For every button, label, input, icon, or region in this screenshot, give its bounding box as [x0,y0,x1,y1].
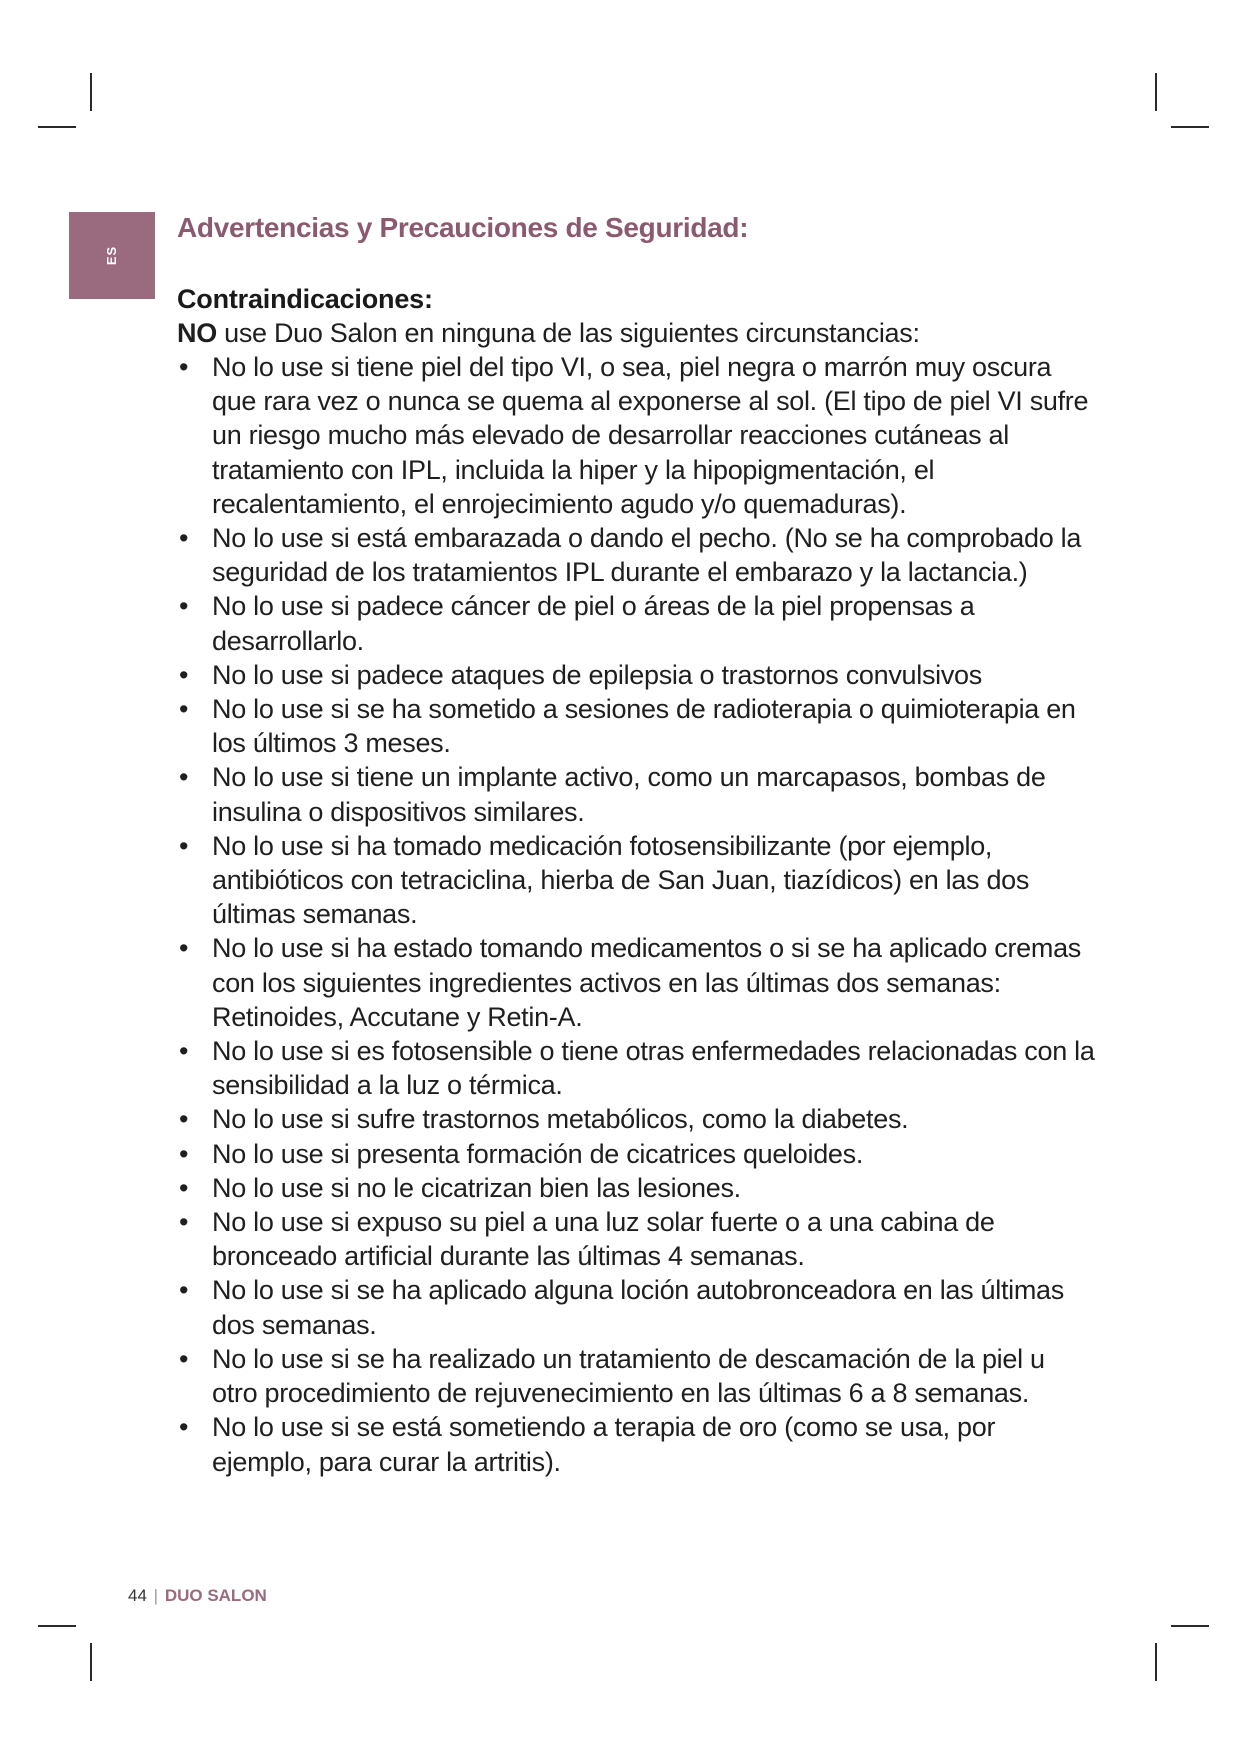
crop-mark-top-left-vertical [90,73,92,111]
list-item [177,658,1097,692]
list-item-text: No lo use si se ha realizado un tratamiento de descamación de la piel u otro procedimiento de rejuvenecimiento en las últimas 6 a 8 semanas. [212,1343,1045,1409]
list-item-text: No lo use si padece ataques de epilepsia o trastornos convulsivos [212,659,982,690]
crop-mark-top-left-horizontal [38,126,76,128]
crop-mark-bottom-right-vertical [1155,1643,1157,1681]
intro-text: use Duo Salon en ninguna de las siguientes circunstancias: [216,318,920,348]
list-item-text: No lo use si es fotosensible o tiene otras enfermedades relacionadas con la sensibilidad a la luz o térmica. [212,1036,1095,1101]
list-item-text: No lo use si sufre trastornos metabólicos, como la diabetes. [212,1104,909,1135]
page-content [177,208,1097,1479]
intro-paragraph [177,316,1097,350]
footer-separator: | [153,1586,159,1605]
language-tab-label: ES [104,245,120,266]
bullet-icon: • [179,933,189,964]
list-item-text: No lo use si presenta formación de cicatrices queloides. [212,1138,864,1169]
list-item-text: No lo use si tiene un implante activo, como un marcapasos, bombas de insulina o dispositivos similares. [212,762,1046,827]
bullet-icon: • [179,1343,189,1374]
crop-mark-top-right-vertical [1155,73,1157,111]
list-item-text: No lo use si ha tomado medicación fotosensibilizante (por ejemplo, antibióticos con tetraciclina, hierba de San Juan, tiazídicos) en las dos últimas semanas. [212,830,1030,930]
list-item-text: No lo use si se está sometiendo a terapia de oro (como se usa, por ejemplo, para curar la artritis). [212,1412,996,1477]
contraindications-heading: Contraindicaciones: [177,284,433,314]
list-item [177,1034,1097,1102]
list-item-text: No lo use si ha estado tomando medicamentos o si se ha aplicado cremas con los siguientes ingredientes activos en las últimas dos semanas: Retinoides, Accutane y Retin-A. [212,933,1081,1032]
list-item [177,1342,1097,1410]
list-item [177,692,1097,760]
crop-mark-bottom-left-vertical [90,1643,92,1681]
list-item [177,829,1097,932]
list-item [177,1273,1097,1341]
contraindications-list [177,350,1097,1479]
bullet-icon: • [179,1036,189,1067]
bullet-icon: • [179,1412,189,1443]
bullet-icon: • [179,659,189,690]
footer-brand: DUO SALON [164,1586,267,1605]
list-item [177,1410,1097,1478]
crop-mark-bottom-left-horizontal [38,1625,76,1627]
bullet-icon: • [179,352,189,382]
bullet-icon: • [179,830,189,861]
list-item [177,589,1097,657]
list-item-text: No lo use si expuso su piel a una luz solar fuerte o a una cabina de bronceado artificial durante las últimas 4 semanas. [212,1207,995,1272]
list-item-text: No lo use si se ha sometido a sesiones de radioterapia o quimioterapia en los últimos 3 meses. [212,694,1076,759]
bullet-icon: • [179,1207,189,1238]
list-item [177,1205,1097,1273]
list-item-text: No lo use si se ha aplicado alguna loción autobronceadora en las últimas dos semanas. [212,1275,1064,1340]
list-item [177,760,1097,828]
list-item [177,1102,1097,1136]
crop-mark-top-right-horizontal [1171,126,1209,128]
page-number: 44 [128,1586,147,1605]
list-item [177,1171,1097,1205]
bullet-icon: • [179,694,189,725]
list-item-text: No lo use si tiene piel del tipo VI, o sea, piel negra o marrón muy oscura que rara vez o nunca se quema al exponerse al sol. (El tipo de piel VI sufre un riesgo mucho más elevado de desarrollar reacciones cutáneas al tratamiento con IPL, incluida la hiper y la hipopigmentación, el recalentamiento, el enrojecimiento agudo y/o quemaduras). [212,352,1089,519]
crop-mark-bottom-right-horizontal [1171,1625,1209,1627]
bullet-icon: • [179,1275,189,1306]
list-item [177,521,1097,589]
list-item [177,931,1097,1034]
bullet-icon: • [179,762,189,793]
intro-bold-word: NO [177,318,217,348]
bullet-icon: • [179,523,189,554]
list-item [177,350,1097,521]
list-item-text: No lo use si padece cáncer de piel o áreas de la piel propensas a desarrollarlo. [212,591,975,656]
bullet-icon: • [179,1138,189,1169]
bullet-icon: • [179,591,189,622]
list-item-text: No lo use si está embarazada o dando el pecho. (No se ha comprobado la seguridad de los tratamientos IPL durante el embarazo y la lactancia.) [212,523,1082,588]
list-item [177,1137,1097,1171]
bullet-icon: • [179,1172,189,1203]
section-heading: Advertencias y Precauciones de Seguridad: [177,212,749,243]
list-item-text: No lo use si no le cicatrizan bien las lesiones. [212,1172,741,1203]
page-footer [128,1586,267,1606]
language-tab [69,212,155,299]
bullet-icon: • [179,1104,189,1135]
